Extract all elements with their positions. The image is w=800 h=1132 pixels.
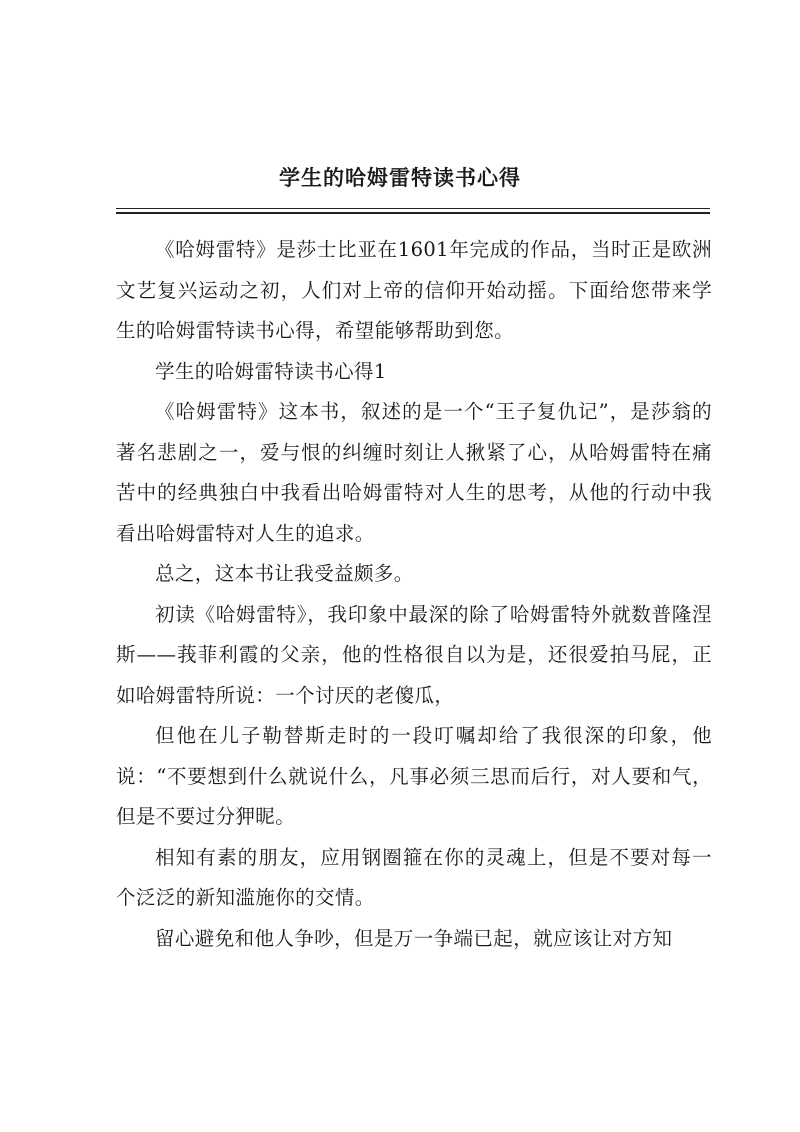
paragraph: 总之，这本书让我受益颇多。 xyxy=(155,562,414,585)
document-body xyxy=(116,230,712,959)
title-divider-thick xyxy=(116,212,710,214)
paragraph: 《哈姆雷特》这本书，叙述的是一个“王子复仇记”，是莎翁的著名悲剧之一，爱与恨的纠缠时刻让人揪紧了心，从哈姆雷特在痛苦中的经典独白中我看出哈姆雷特对人生的思考，从他的行动中我看出哈姆雷特对人生的追求。 xyxy=(116,400,712,545)
paragraph: 相知有素的朋友，应用钢圈箍在你的灵魂上，但是不要对每一个泛泛的新知滥施你的交情。 xyxy=(116,845,712,909)
paragraph-intro: 《哈姆雷特》是莎士比亚在1601年完成的作品，当时正是欧洲文艺复兴运动之初，人们对上帝的信仰开始动摇。下面给您带来学生的哈姆雷特读书心得，希望能够帮助到您。 xyxy=(116,238,712,342)
section-heading: 学生的哈姆雷特读书心得1 xyxy=(155,359,387,383)
document-title: 学生的哈姆雷特读书心得 xyxy=(279,165,521,190)
paragraph: 留心避免和他人争吵，但是万一争端已起，就应该让对方知 xyxy=(155,926,673,950)
title-divider-thin xyxy=(116,208,710,209)
paragraph: 初读《哈姆雷特》，我印象中最深的除了哈姆雷特外就数普隆涅斯——莪菲利霞的父亲，他的性格很自以为是，还很爱拍马屁，正如哈姆雷特所说：一个讨厌的老傻瓜， xyxy=(116,602,712,707)
paragraph: 但他在儿子勒替斯走时的一段叮嘱却给了我很深的印象，他说：“不要想到什么就说什么，凡事必须三思而后行，对人要和气，但是不要过分狎昵。 xyxy=(116,724,712,828)
